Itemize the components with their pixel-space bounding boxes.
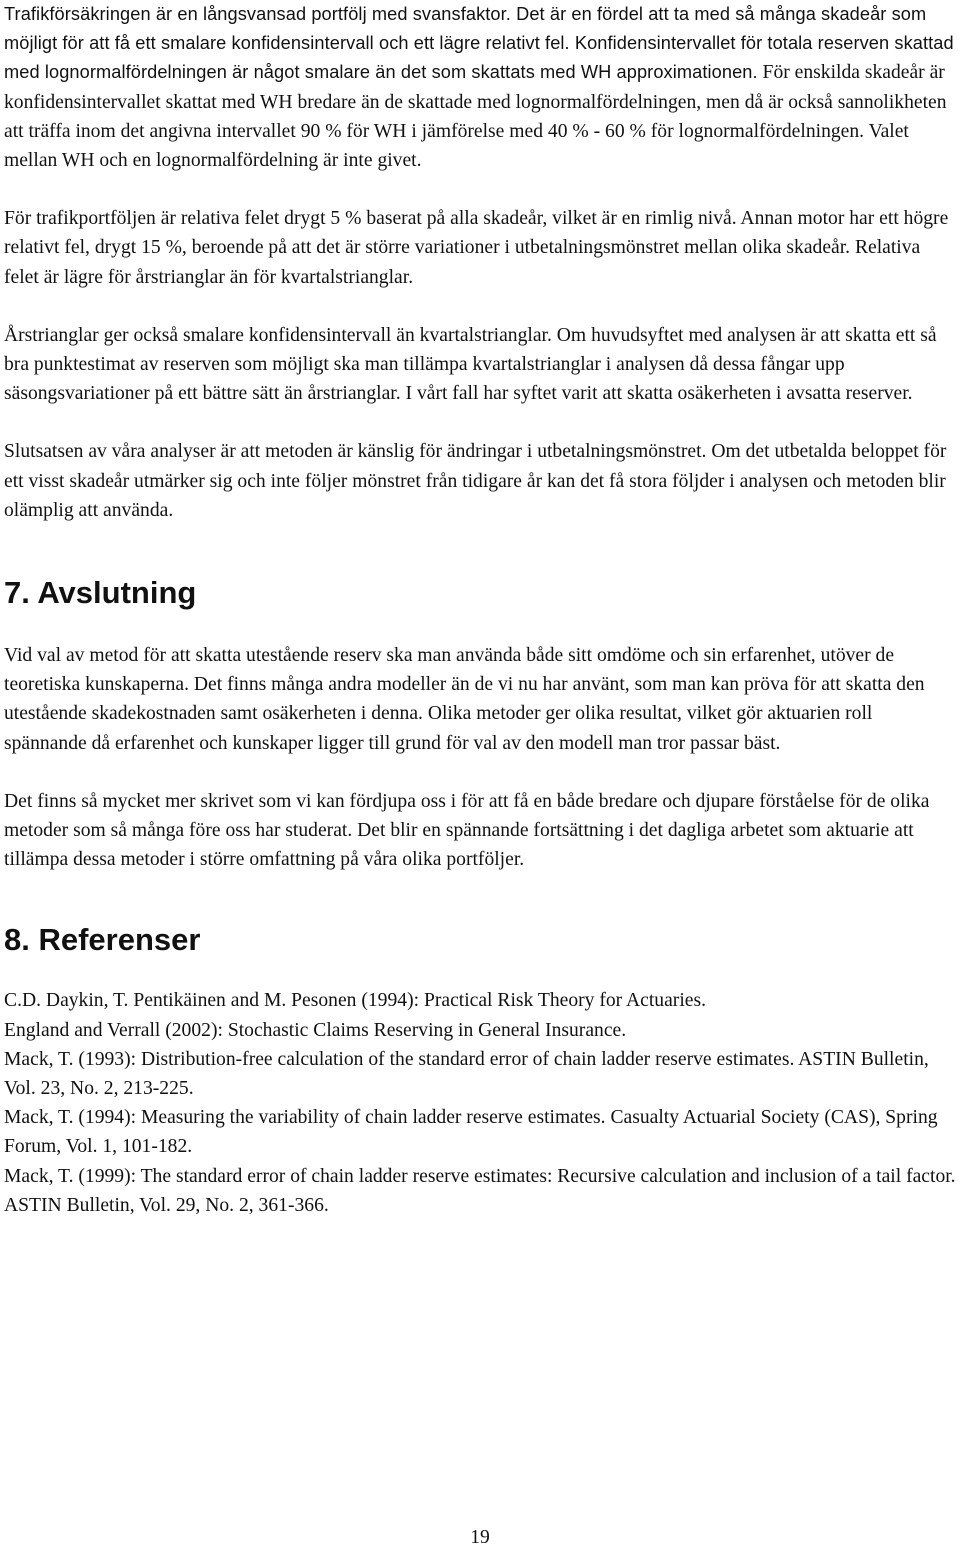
paragraph-trafik-sans-part: Trafikförsäkringen är en långsvansad portfölj med svansfaktor. Det är en fördel att ta med så många skadeår som möjligt för att få ett smalare konfidensintervall och ett lägre relativt fel. Konfidensintervallet för totala reserven skattad med lognormalfördelningen är något smalare än det som skattats med WH approximationen.: [4, 4, 954, 83]
paragraph-year-triangles: Årstrianglar ger också smalare konfidensintervall än kvartalstrianglar. Om huvudsyftet med analysen är att skatta ett så bra punktestimat av reserven som möjligt ska man tillämpa kvartalstrianglar i analysen då dessa fångar upp säsongsvariationer på ett bättre sätt än årstrianglar. I vårt fall har syftet varit att skatta osäkerheten i avsatta reserver.: [4, 324, 937, 405]
paragraph-spacer: [4, 758, 956, 787]
reference-item: Mack, T. (1993): Distribution-free calculation of the standard error of chain ladder reserve estimates. ASTIN Bulletin, Vol. 23, No. 2, 213-225.: [4, 1048, 929, 1100]
paragraph-spacer: [4, 292, 956, 321]
paragraph-avslutning-2: Det finns så mycket mer skrivet som vi kan fördjupa oss i för att få en både bredare och djupare förståelse för de olika metoder som så många före oss har studerat. Det blir en spännande fortsättning i det dagliga arbetet som aktuarie att tillämpa dessa metoder i större omfattning på våra olika portföljer.: [4, 790, 930, 871]
paragraph-spacer: [4, 408, 956, 437]
reference-item: Mack, T. (1999): The standard error of chain ladder reserve estimates: Recursive calculation and inclusion of a tail factor. ASTIN Bulletin, Vol. 29, No. 2, 361-366.: [4, 1165, 956, 1216]
paragraph-avslutning-1: Vid val av metod för att skatta utestående reserv ska man använda både sitt omdöme och sin erfarenhet, utöver de teoretiska kunskaperna. Det finns många andra modeller än de vi nu har använt, som man kan pröva för att skatta den utestående skadekostnaden samt osäkerheten i denna. Olika metoder ger olika resultat, vilket gör aktuarien roll spännande då erfarenhet och kunskaper ligger till grund för val av den modell man tror passar bäst.: [4, 645, 925, 754]
paragraph-trafik-serif-part: För enskilda skadeår är konfidensintervallet skattat med WH bredare än de skattade med lognormalfördelningen, men då är också sannolikheten att träffa inom det angivna intervallet 90 % för WH i jämförelse med 40 % - 60 % för lognormalfördelningen. Valet mellan WH och en lognormalfördelning är inte givet.: [4, 62, 947, 172]
document-body: [4, 0, 956, 1220]
reference-item: C.D. Daykin, T. Pentikäinen and M. Pesonen (1994): Practical Risk Theory for Actuaries.: [4, 990, 706, 1012]
page-number: 19: [470, 1527, 490, 1548]
paragraph-trafik-conclusion: [4, 0, 956, 175]
section-heading-referenser: 8. Referenser: [4, 922, 201, 958]
reference-item: England and Verrall (2002): Stochastic Claims Reserving in General Insurance.: [4, 1019, 627, 1041]
paragraph-spacer: [4, 175, 956, 204]
paragraph-conclusion: Slutsatsen av våra analyser är att metoden är känslig för ändringar i utbetalningsmönstret. Om det utbetalda beloppet för ett visst skadeår utmärker sig och inte följer mönstret från tidigare år kan det få stora följder i analysen och metoden blir olämplig att använda.: [4, 441, 947, 521]
reference-item: Mack, T. (1994): Measuring the variability of chain ladder reserve estimates. Casualty Actuarial Society (CAS), Spring Forum, Vol. 1, 101-182.: [4, 1107, 938, 1158]
section-heading-avslutning: 7. Avslutning: [4, 575, 197, 611]
paragraph-relative-error: För trafikportföljen är relativa felet drygt 5 % baserat på alla skadeår, vilket är en rimlig nivå. Annan motor har ett högre relativt fel, drygt 15 %, beroende på att det är större variationer i utbetalningsmönstret mellan olika skadeår. Relativa felet är lägre för årstrianglar än för kvartalstrianglar.: [4, 208, 949, 288]
reference-list: [4, 986, 956, 1220]
